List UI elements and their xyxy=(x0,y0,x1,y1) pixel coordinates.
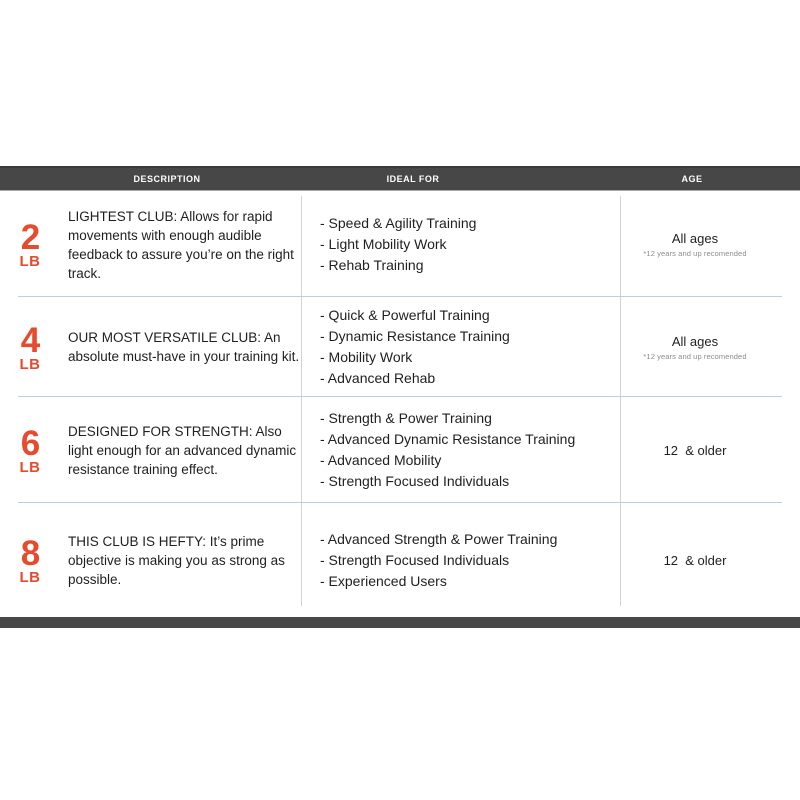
weight-value: 2 xyxy=(20,218,40,257)
ideal-for-item: - Advanced Strength & Power Training xyxy=(320,530,558,547)
ideal-for-item: - Advanced Rehab xyxy=(320,370,436,386)
weight-value: 8 xyxy=(20,533,40,573)
weight-value: 4 xyxy=(20,320,40,360)
column-header-description: DESCRIPTION xyxy=(133,174,201,184)
table-row xyxy=(0,397,800,503)
ideal-for-item: - Advanced Dynamic Resistance Training xyxy=(320,431,576,447)
ideal-for-cell xyxy=(301,529,620,592)
description-cell xyxy=(0,532,301,589)
table-footer-bar xyxy=(0,617,800,628)
weight-unit: LB xyxy=(19,355,41,373)
ideal-for-item: - Strength & Power Training xyxy=(320,410,492,426)
table-row xyxy=(0,192,800,297)
age-note: *12 years and up recomended xyxy=(643,351,747,361)
age-label: All ages xyxy=(671,231,719,246)
ideal-for-item: - Mobility Work xyxy=(320,349,413,365)
description-text: LIGHTEST CLUB: Allows for rapid movements with enough audible feedback to assure you’re on the right track. xyxy=(68,208,294,281)
age-label: 12 & older xyxy=(663,552,727,568)
weight-badge xyxy=(8,533,52,586)
ideal-for-item: - Dynamic Resistance Training xyxy=(320,328,510,344)
age-cell xyxy=(620,334,800,361)
column-header-ideal-for: IDEAL FOR xyxy=(386,174,440,184)
weight-unit: LB xyxy=(19,568,41,586)
age-cell xyxy=(620,443,800,458)
weight-value: 6 xyxy=(20,423,40,463)
description-text: DESIGNED FOR STRENGTH: Also light enough for an advanced dynamic resistance training effect. xyxy=(68,423,297,477)
column-header-age: AGE xyxy=(681,174,703,184)
ideal-for-cell xyxy=(301,408,620,492)
table-body xyxy=(0,192,800,617)
ideal-for-item: - Light Mobility Work xyxy=(320,236,447,252)
weight-badge xyxy=(8,220,52,269)
description-cell xyxy=(0,207,301,283)
age-cell xyxy=(620,231,800,258)
weight-badge xyxy=(8,320,52,373)
age-label: 12 & older xyxy=(663,442,727,458)
ideal-for-item: - Experienced Users xyxy=(320,572,447,589)
description-text: THIS CLUB IS HEFTY: It’s prime objective is making you as strong as possible. xyxy=(68,533,285,587)
ideal-for-item: - Advanced Mobility xyxy=(320,452,442,468)
age-label: All ages xyxy=(671,333,719,349)
table-row xyxy=(0,503,800,617)
age-cell xyxy=(620,553,800,568)
table-header-bar xyxy=(0,166,800,191)
description-cell xyxy=(0,422,301,479)
table-row xyxy=(0,297,800,397)
ideal-for-item: - Strength Focused Individuals xyxy=(320,473,510,489)
ideal-for-item: - Quick & Powerful Training xyxy=(320,307,490,323)
ideal-for-item: - Strength Focused Individuals xyxy=(320,551,510,568)
ideal-for-item: - Speed & Agility Training xyxy=(320,215,477,231)
ideal-for-cell xyxy=(301,213,620,276)
weight-unit: LB xyxy=(19,458,41,476)
age-note: *12 years and up recomended xyxy=(643,249,747,258)
description-cell xyxy=(0,320,301,373)
description-text: OUR MOST VERSATILE CLUB: An absolute must-have in your training kit. xyxy=(68,330,300,364)
weight-unit: LB xyxy=(19,253,41,270)
ideal-for-item: - Rehab Training xyxy=(320,257,424,273)
ideal-for-cell xyxy=(301,305,620,389)
weight-badge xyxy=(8,423,52,476)
